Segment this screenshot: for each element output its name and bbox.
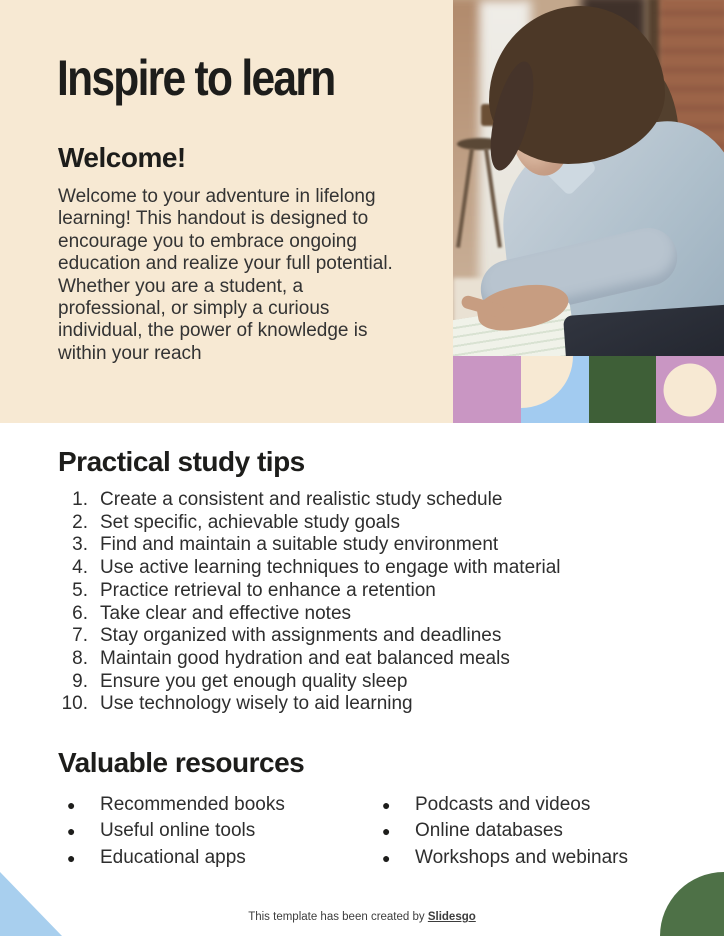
decor-cream-circle xyxy=(664,363,717,416)
list-number: 2. xyxy=(72,511,88,533)
bullet-icon: ● xyxy=(382,823,391,840)
study-tip-text: Practice retrieval to enhance a retention xyxy=(100,579,436,601)
list-number: 5. xyxy=(72,579,88,601)
study-tip-item xyxy=(58,648,678,671)
list-number: 9. xyxy=(72,670,88,692)
bullet-icon: ● xyxy=(67,823,76,840)
resource-text: Online databases xyxy=(415,820,563,842)
study-tip-item xyxy=(58,580,678,603)
decor-green-corner-circle xyxy=(660,872,724,936)
welcome-paragraph: Welcome to your adventure in lifelong learning! This handout is designed to encourage you to embrace ongoing education and realize your full potential. Whether you are a student, a professional, or simply a curious individual, the power of knowledge is within your reach xyxy=(58,186,393,364)
resources-columns xyxy=(58,792,688,871)
decor-green-square xyxy=(589,356,657,423)
decor-blue-square xyxy=(521,356,589,423)
decor-pink-square-with-circle xyxy=(656,356,724,423)
study-tips-heading: Practical study tips xyxy=(58,446,305,477)
study-tip-item xyxy=(58,489,678,512)
study-tip-text: Take clear and effective notes xyxy=(100,602,352,624)
resource-item xyxy=(58,792,373,818)
welcome-heading: Welcome! xyxy=(58,142,186,173)
study-tips-list xyxy=(58,489,678,716)
bullet-icon: ● xyxy=(67,797,76,813)
study-tip-item xyxy=(58,671,678,694)
resources-column-left xyxy=(58,792,373,871)
resource-text: Educational apps xyxy=(100,846,246,868)
footer-credit-text: This template has been created by xyxy=(248,911,428,923)
resources-column-right xyxy=(373,792,688,871)
study-tip-item xyxy=(58,603,678,626)
resources-heading: Valuable resources xyxy=(58,747,305,778)
list-number: 10. xyxy=(61,693,88,715)
slidesgo-link[interactable]: Slidesgo xyxy=(427,911,476,923)
list-number: 3. xyxy=(72,534,88,556)
resource-item xyxy=(373,845,688,871)
study-tip-item xyxy=(58,693,678,716)
study-tip-text: Use technology wisely to aid learning xyxy=(100,693,413,715)
resource-text: Recommended books xyxy=(100,794,285,815)
study-tip-item xyxy=(58,625,678,648)
bullet-icon: ● xyxy=(67,849,76,866)
list-number: 4. xyxy=(72,557,88,579)
study-tip-text: Create a consistent and realistic study schedule xyxy=(100,489,503,510)
list-number: 8. xyxy=(72,647,88,669)
list-number: 6. xyxy=(72,602,88,624)
decorative-square-strip xyxy=(453,356,724,423)
resource-item xyxy=(373,792,688,818)
resource-text: Podcasts and videos xyxy=(415,794,591,815)
list-number: 7. xyxy=(72,625,88,647)
study-tip-text: Find and maintain a suitable study environment xyxy=(100,534,499,556)
decor-blue-triangle xyxy=(0,872,62,936)
resource-item xyxy=(58,818,373,844)
list-number: 1. xyxy=(72,489,88,510)
study-tip-text: Use active learning techniques to engage with material xyxy=(100,557,561,579)
study-tip-text: Stay organized with assignments and deadlines xyxy=(100,625,502,647)
resource-item xyxy=(373,818,688,844)
page-title: Inspire to learn xyxy=(57,50,335,106)
footer-credit xyxy=(0,911,724,923)
study-tip-item xyxy=(58,534,678,557)
student-reading-photo xyxy=(453,0,724,356)
decor-pink-square xyxy=(453,356,521,423)
study-tip-text: Set specific, achievable study goals xyxy=(100,511,400,533)
decor-cream-quarter-circle xyxy=(521,356,573,408)
study-tip-text: Ensure you get enough quality sleep xyxy=(100,670,408,692)
bullet-icon: ● xyxy=(382,849,391,866)
study-tip-text: Maintain good hydration and eat balanced meals xyxy=(100,647,510,669)
resource-text: Useful online tools xyxy=(100,820,256,842)
study-tip-item xyxy=(58,557,678,580)
study-tip-item xyxy=(58,512,678,535)
bullet-icon: ● xyxy=(382,797,391,813)
resource-item xyxy=(58,845,373,871)
resource-text: Workshops and webinars xyxy=(415,846,628,868)
hero-section xyxy=(0,0,724,423)
